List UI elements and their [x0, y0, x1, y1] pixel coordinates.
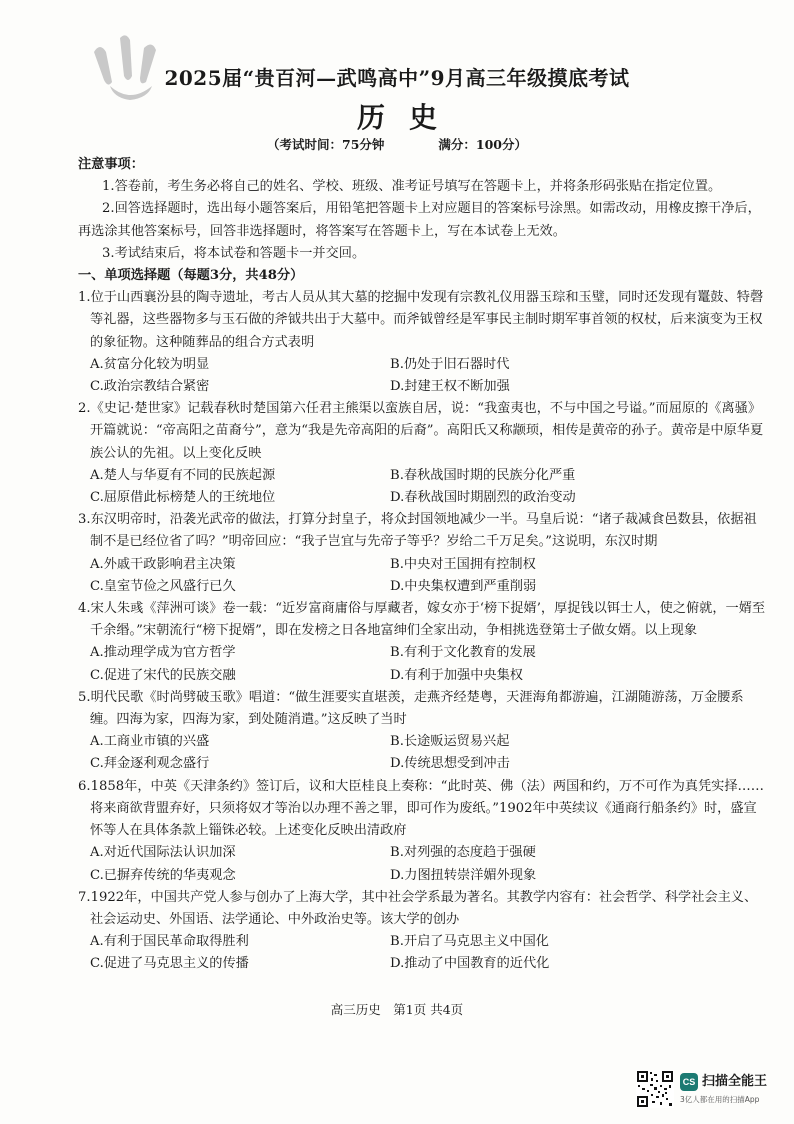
notice-item: 2.回答选择题时，选出每小题答案后，用铅笔把答题卡上对应题目的答案标号涂黑。如需改动，用橡皮擦干净后，再选涂其他答案标号，回答非选择题时，将答案写在答题卡上，写在本试卷上无效。 [78, 201, 761, 239]
exam-info [0, 135, 794, 153]
option: A.推动理学成为官方哲学 [90, 645, 236, 661]
option: B.对列强的态度趋于强硬 [390, 845, 536, 861]
option: B.仍处于旧石器时代 [390, 356, 510, 372]
option: A.楚人与华夏有不同的民族起源 [90, 467, 276, 483]
option: C.皇室节俭之风盛行已久 [90, 578, 236, 594]
question-stem: 7.1922年，中国共产党人参与创办了上海大学，其中社会学系最为著名。其教学内容有：社会哲学、科学社会主义、社会运动史、外国语、法学通论、中外政治史等。该大学的创办 [78, 889, 758, 927]
option: A.外戚干政影响君主决策 [90, 556, 236, 572]
question-options [78, 465, 768, 509]
exam-time: （考试时间：75分钟 [267, 137, 385, 152]
question-options [78, 642, 768, 686]
option: D.春秋战国时期剧烈的政治变动 [390, 490, 576, 506]
scanner-app-name: 扫描全能王 [702, 1074, 768, 1089]
option: C.促进了宋代的民族交融 [90, 667, 236, 683]
question [78, 398, 768, 509]
question [78, 887, 768, 976]
cs-logo-icon: CS [680, 1073, 698, 1091]
option: A.对近代国际法认识加深 [90, 845, 236, 861]
question [78, 509, 768, 598]
option: B.中央对王国拥有控制权 [390, 556, 536, 572]
option: D.力图扭转崇洋媚外现象 [390, 867, 537, 883]
option: B.开启了马克思主义中国化 [390, 934, 549, 950]
question-options [78, 354, 768, 398]
option: B.春秋战国时期的民族分化严重 [390, 467, 576, 483]
notice-item: 3.考试结束后，将本试卷和答题卡一并交回。 [102, 245, 366, 261]
question [78, 598, 768, 687]
question-stem: 5.明代民歌《时尚劈破玉歌》唱道：“做生涯要实直堪羡，走燕齐经楚粤，天涯海角都游遍，江湖随游荡，万金腰系缠。四海为家，四海为家，到处随消遣。”这反映了当时 [78, 689, 744, 728]
notice-heading: 注意事项： [78, 157, 144, 172]
option: C.拜金逐利观念盛行 [90, 756, 210, 772]
question-options [78, 931, 768, 975]
question-stem: 3.东汉明帝时，沿袭光武帝的做法，打算分封皇子，将众封国领地减少一半。马皇后说：“诸子裁减食邑数县，依据祖制不是已经位省了吗？”明帝回应：“我子岂宜与先帝子等乎？岁给二千万足矣。”这说明，东汉时期 [78, 512, 757, 550]
option: C.已摒弃传统的华夷观念 [90, 867, 236, 883]
question [78, 687, 768, 776]
option: C.政治宗教结合紧密 [90, 379, 210, 395]
section-heading: 一、单项选择题（每题3分，共48分） [78, 268, 304, 284]
question [78, 776, 768, 887]
question-stem: 1.位于山西襄汾县的陶寺遗址，考古人员从其大墓的挖掘中发现有宗教礼仪用器玉琮和玉璧，同时还发现有鼍鼓、特磬等礼器，这些器物多与玉石做的斧钺共出于大墓中。而斧钺曾经是军事民主制时期军事首领的权杖，后来演变为王权的象征物。这种随葬品的组合方式表明 [78, 290, 764, 350]
option: D.有利于加强中央集权 [390, 667, 523, 683]
notice-item: 1.答卷前，考生务必将自己的姓名、学校、班级、准考证号填写在答题卡上，并将条形码张贴在指定位置。 [102, 179, 722, 195]
option: B.长途贩运贸易兴起 [390, 734, 510, 750]
question-options [78, 731, 768, 775]
option: D.中央集权遭到严重削弱 [390, 578, 537, 594]
qr-code-icon [636, 1070, 674, 1108]
question-stem: 4.宋人朱彧《萍洲可谈》卷一载：“近岁富商庸俗与厚藏者，嫁女亦于‘榜下捉婿’，厚捉钱以铒士人，使之俯就，一婿至千余缗。”宋朝流行“榜下捉婿”，即在发榜之日各地富绅们全家出动，争相挑选登第士子做女婿。以上现象 [78, 601, 766, 639]
scanner-watermark [636, 1070, 786, 1110]
question [78, 287, 768, 398]
question-stem: 6.1858年，中英《天津条约》签订后，议和大臣桂良上奏称：“此时英、佛（法）两国和约，万不可作为真凭实择……将来商欲背盟弃好，只须将奴才等治以办理不善之罪，即可作为废纸。”1902年中英续议《通商行船条约》时，盛宣怀等人在具体条款上锱铢必较。上述变化反映出清政府 [78, 778, 764, 839]
option: A.有利于国民革命取得胜利 [90, 934, 249, 950]
option: D.推动了中国教育的近代化 [390, 956, 550, 972]
question-stem: 2.《史记·楚世家》记载春秋时楚国第六任君主熊渠以蛮族自居，说：“我蛮夷也，不与中国之号谥。”而屈原的《离骚》开篇就说：“帝高阳之苗裔兮”，意为“我是先帝高阳的后裔”。高阳氏又称颛顼，相传是黄帝的孙子。黄帝是中原华夏族公认的先祖。以上变化反映 [78, 401, 764, 461]
option: D.封建王权不断加强 [390, 379, 510, 395]
exam-score: 满分：100分） [438, 137, 527, 152]
option: B.有利于文化教育的发展 [390, 645, 536, 661]
option: A.工商业市镇的兴盛 [90, 734, 210, 750]
question-options [78, 554, 768, 598]
exam-content [78, 154, 768, 976]
exam-title: 2025届“贵百河—武鸣高中”9月高三年级摸底考试 [164, 66, 630, 90]
option: A.贫富分化较为明显 [90, 356, 210, 372]
option: C.屈原借此标榜楚人的王统地位 [90, 490, 276, 506]
option: C.促进了马克思主义的传播 [90, 956, 249, 972]
option: D.传统思想受到冲击 [390, 756, 510, 772]
page-footer: 高三历史 第1页 共4页 [330, 1002, 464, 1017]
question-options [78, 842, 768, 886]
scanner-tagline: 3亿人都在用的扫描App [680, 1095, 760, 1104]
subject-title: 历史 [356, 101, 461, 134]
